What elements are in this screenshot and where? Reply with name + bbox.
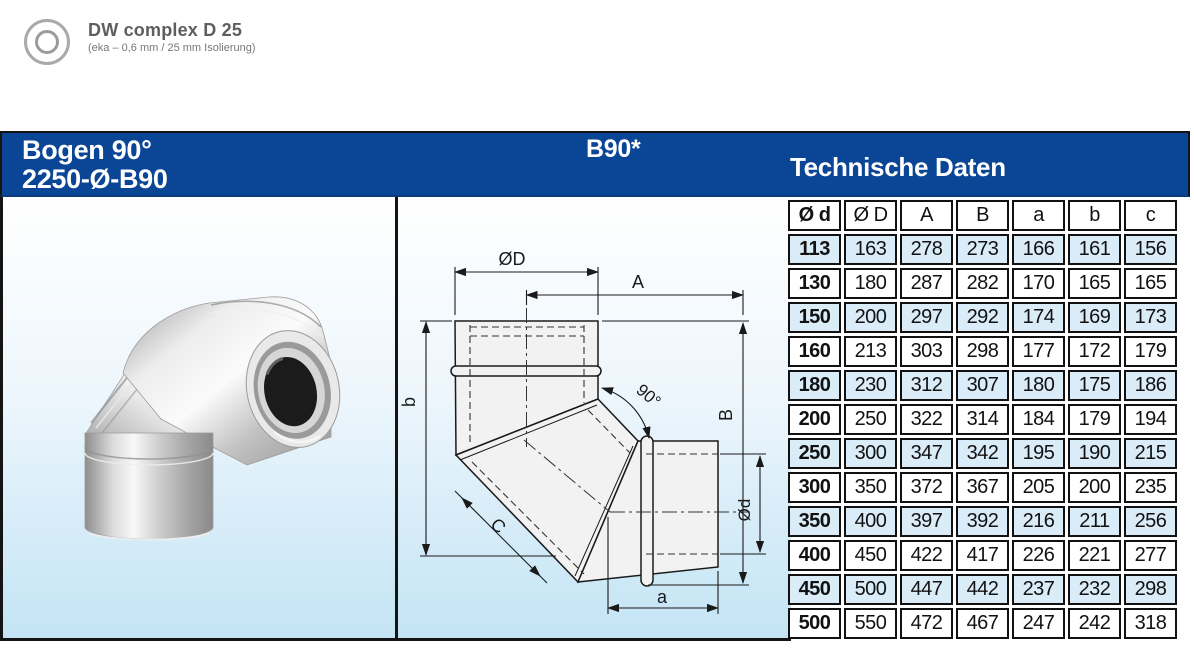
label-outer-diameter: ØD xyxy=(498,249,526,269)
table-cell: 400 xyxy=(844,506,897,537)
table-cell: 303 xyxy=(900,336,953,367)
table-cell: 235 xyxy=(1124,472,1177,503)
table-cell: 226 xyxy=(1012,540,1065,571)
table-row xyxy=(788,268,1177,299)
table-cell: 247 xyxy=(1012,608,1065,639)
table-cell: 179 xyxy=(1068,404,1121,435)
table-cell: 372 xyxy=(900,472,953,503)
row-diameter-cell: 150 xyxy=(788,302,841,333)
row-diameter-cell: 180 xyxy=(788,370,841,401)
table-cell: 200 xyxy=(844,302,897,333)
table-cell: 179 xyxy=(1124,336,1177,367)
row-diameter-cell: 300 xyxy=(788,472,841,503)
column-header: c xyxy=(1124,200,1177,231)
row-diameter-cell: 450 xyxy=(788,574,841,605)
table-cell: 161 xyxy=(1068,234,1121,265)
table-cell: 194 xyxy=(1124,404,1177,435)
table-cell: 205 xyxy=(1012,472,1065,503)
table-cell: 322 xyxy=(900,404,953,435)
label-inner-diameter: Ød xyxy=(735,498,754,522)
table-cell: 442 xyxy=(956,574,1009,605)
row-diameter-cell: 200 xyxy=(788,404,841,435)
table-cell: 307 xyxy=(956,370,1009,401)
table-cell: 173 xyxy=(1124,302,1177,333)
label-dim-B: B xyxy=(716,408,736,422)
row-diameter-cell: 350 xyxy=(788,506,841,537)
table-cell: 213 xyxy=(844,336,897,367)
table-cell: 211 xyxy=(1068,506,1121,537)
brand-logo-ring-inner-icon xyxy=(35,30,59,54)
table-cell: 297 xyxy=(900,302,953,333)
table-cell: 278 xyxy=(900,234,953,265)
table-row xyxy=(788,302,1177,333)
table-cell: 397 xyxy=(900,506,953,537)
column-header: Ø d xyxy=(788,200,841,231)
table-cell: 175 xyxy=(1068,370,1121,401)
table-cell: 169 xyxy=(1068,302,1121,333)
table-cell: 298 xyxy=(956,336,1009,367)
column-header: B xyxy=(956,200,1009,231)
table-cell: 392 xyxy=(956,506,1009,537)
table-cell: 318 xyxy=(1124,608,1177,639)
elbow-bottom-cylinder xyxy=(85,433,213,539)
table-cell: 447 xyxy=(900,574,953,605)
label-dim-a: a xyxy=(656,587,668,607)
table-cell: 298 xyxy=(1124,574,1177,605)
table-cell: 156 xyxy=(1124,234,1177,265)
product-order-code: 2250-Ø-B90 xyxy=(22,164,168,194)
table-cell: 450 xyxy=(844,540,897,571)
table-row xyxy=(788,472,1177,503)
table-cell: 177 xyxy=(1012,336,1065,367)
column-header: b xyxy=(1068,200,1121,231)
table-cell: 216 xyxy=(1012,506,1065,537)
section-banner xyxy=(0,131,1190,197)
table-cell: 237 xyxy=(1012,574,1065,605)
table-row xyxy=(788,370,1177,401)
table-cell: 300 xyxy=(844,438,897,469)
row-diameter-cell: 250 xyxy=(788,438,841,469)
technical-drawing xyxy=(398,197,790,638)
table-header xyxy=(788,200,1177,231)
table-cell: 200 xyxy=(1068,472,1121,503)
technical-data-table-wrap xyxy=(785,197,1180,642)
table-cell: 367 xyxy=(956,472,1009,503)
table-cell: 172 xyxy=(1068,336,1121,367)
row-diameter-cell: 500 xyxy=(788,608,841,639)
table-cell: 230 xyxy=(844,370,897,401)
table-cell: 287 xyxy=(900,268,953,299)
table-row xyxy=(788,574,1177,605)
table-cell: 467 xyxy=(956,608,1009,639)
table-cell: 174 xyxy=(1012,302,1065,333)
table-cell: 250 xyxy=(844,404,897,435)
table-row xyxy=(788,404,1177,435)
table-cell: 186 xyxy=(1124,370,1177,401)
row-diameter-cell: 130 xyxy=(788,268,841,299)
table-cell: 190 xyxy=(1068,438,1121,469)
table-cell: 273 xyxy=(956,234,1009,265)
table-cell: 350 xyxy=(844,472,897,503)
technical-data-heading: Technische Daten xyxy=(790,152,1006,182)
table-cell: 417 xyxy=(956,540,1009,571)
table-row xyxy=(788,608,1177,639)
table-cell: 166 xyxy=(1012,234,1065,265)
label-angle: 90° xyxy=(632,380,665,412)
table-cell: 195 xyxy=(1012,438,1065,469)
label-dim-A: A xyxy=(631,272,645,292)
table-cell: 256 xyxy=(1124,506,1177,537)
table-row xyxy=(788,540,1177,571)
column-header: a xyxy=(1012,200,1065,231)
table-cell: 277 xyxy=(1124,540,1177,571)
row-diameter-cell: 160 xyxy=(788,336,841,367)
product-line-name: DW complex D 25 xyxy=(88,20,243,40)
table-cell: 221 xyxy=(1068,540,1121,571)
table-cell: 163 xyxy=(844,234,897,265)
table-row xyxy=(788,336,1177,367)
table-cell: 422 xyxy=(900,540,953,571)
label-dim-C: C xyxy=(486,514,510,538)
table-header-row xyxy=(788,200,1177,231)
table-cell: 184 xyxy=(1012,404,1065,435)
table-cell: 342 xyxy=(956,438,1009,469)
product-short-code: B90* xyxy=(586,135,641,163)
table-cell: 232 xyxy=(1068,574,1121,605)
table-cell: 180 xyxy=(1012,370,1065,401)
table-cell: 165 xyxy=(1124,268,1177,299)
table-cell: 314 xyxy=(956,404,1009,435)
column-header: Ø D xyxy=(844,200,897,231)
table-row xyxy=(788,234,1177,265)
row-diameter-cell: 400 xyxy=(788,540,841,571)
column-header: A xyxy=(900,200,953,231)
table-cell: 312 xyxy=(900,370,953,401)
technical-data-table xyxy=(785,197,1180,642)
table-cell: 165 xyxy=(1068,268,1121,299)
table-cell: 242 xyxy=(1068,608,1121,639)
table-body xyxy=(788,234,1177,639)
table-cell: 215 xyxy=(1124,438,1177,469)
row-diameter-cell: 113 xyxy=(788,234,841,265)
product-title: Bogen 90° xyxy=(22,135,152,165)
table-cell: 180 xyxy=(844,268,897,299)
table-row xyxy=(788,438,1177,469)
table-cell: 170 xyxy=(1012,268,1065,299)
label-dim-b: b xyxy=(399,396,419,408)
table-cell: 550 xyxy=(844,608,897,639)
product-photo xyxy=(3,197,395,638)
table-cell: 347 xyxy=(900,438,953,469)
table-row xyxy=(788,506,1177,537)
product-line-spec: (eka – 0,6 mm / 25 mm Isolierung) xyxy=(88,42,256,54)
table-cell: 500 xyxy=(844,574,897,605)
table-cell: 292 xyxy=(956,302,1009,333)
table-cell: 282 xyxy=(956,268,1009,299)
table-cell: 472 xyxy=(900,608,953,639)
